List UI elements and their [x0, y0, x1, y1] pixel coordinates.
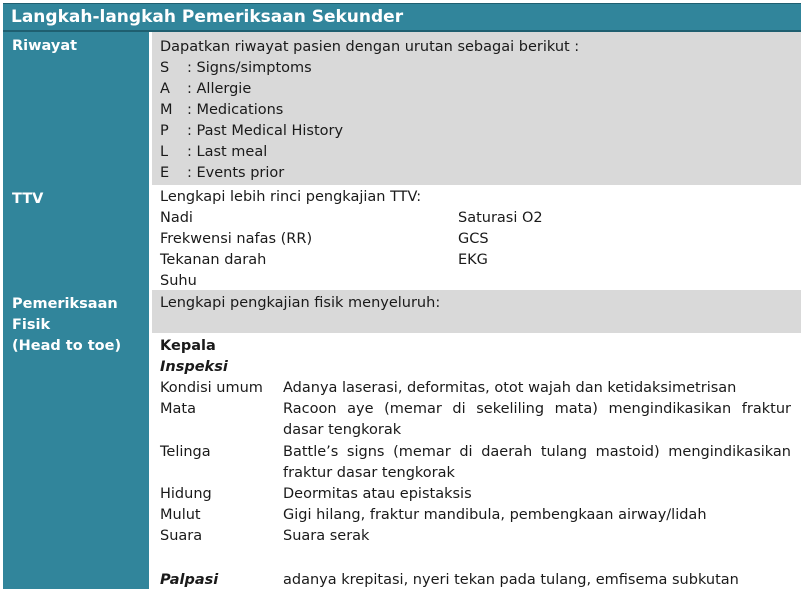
- ttv-left-item: Frekwensi nafas (RR): [160, 231, 313, 247]
- riwayat-item: [160, 121, 343, 142]
- riwayat-intro: Dapatkan riwayat pasien dengan urutan sebagai berikut :: [160, 39, 580, 55]
- label-fisik-line-1: Pemeriksaan Fisik: [12, 296, 118, 333]
- exam-term: Telinga: [160, 444, 211, 460]
- fisik-intro: Lengkapi pengkajian fisik menyeluruh:: [160, 295, 441, 311]
- document: [3, 3, 801, 589]
- riwayat-text: : Allergie: [187, 81, 252, 97]
- palpasi-desc: adanya krepitasi, nyeri tekan pada tulang, emfisema subkutan: [283, 572, 739, 588]
- riwayat-text: : Events prior: [187, 165, 285, 181]
- exam-term: Suara: [160, 528, 203, 544]
- riwayat-letter: A: [160, 81, 170, 97]
- riwayat-text: : Last meal: [187, 144, 268, 160]
- riwayat-letter: S: [160, 60, 170, 76]
- ttv-right-item: GCS: [458, 231, 489, 247]
- exam-desc: Gigi hilang, fraktur mandibula, pembengkaan airway/lidah: [283, 507, 707, 523]
- label-fisik-line-2: (Head to toe): [12, 338, 122, 354]
- riwayat-item: [160, 58, 312, 79]
- riwayat-letter: P: [160, 123, 169, 139]
- ttv-left-item: Nadi: [160, 210, 193, 226]
- exam-term: Mulut: [160, 507, 201, 523]
- exam-term: Kondisi umum: [160, 380, 263, 396]
- label-ttv: TTV: [3, 185, 149, 290]
- riwayat-item: [160, 163, 284, 184]
- exam-term: Mata: [160, 401, 196, 417]
- label-riwayat: Riwayat: [3, 32, 149, 185]
- exam-desc: Suara serak: [283, 528, 370, 544]
- kepala-heading: Kepala: [160, 338, 216, 354]
- riwayat-item: [160, 100, 283, 121]
- ttv-intro: Lengkapi lebih rinci pengkajian TTV:: [160, 189, 422, 205]
- exam-desc: Battle’s signs (memar di daerah tulang mastoid) mengindikasikan fraktur dasar tengkorak: [283, 444, 791, 481]
- label-pemeriksaan-fisik: [3, 290, 149, 589]
- exam-desc: Adanya laserasi, deformitas, otot wajah dan ketidaksimetrisan: [283, 380, 737, 396]
- ttv-left-item: Tekanan darah: [160, 252, 267, 268]
- exam-term: Hidung: [160, 486, 212, 502]
- ttv-right-item: Saturasi O2: [458, 210, 543, 226]
- document-title: Langkah-langkah Pemeriksaan Sekunder: [3, 3, 801, 32]
- riwayat-letter: E: [160, 165, 170, 181]
- exam-desc: Deormitas atau epistaksis: [283, 486, 472, 502]
- ttv-right-item: EKG: [458, 252, 488, 268]
- riwayat-content: [152, 32, 801, 185]
- riwayat-item: [160, 142, 267, 163]
- riwayat-text: : Medications: [187, 102, 284, 118]
- riwayat-item: [160, 79, 251, 100]
- ttv-content: [152, 185, 801, 290]
- kepala-section: [152, 333, 801, 589]
- riwayat-letter: M: [160, 102, 173, 118]
- palpasi-heading: Palpasi: [160, 572, 219, 588]
- riwayat-text: : Past Medical History: [187, 123, 344, 139]
- ttv-left-item: Suhu: [160, 273, 197, 289]
- inspeksi-heading: Inspeksi: [160, 359, 228, 375]
- fisik-intro-band: [152, 290, 801, 333]
- riwayat-letter: L: [160, 144, 169, 160]
- riwayat-text: : Signs/simptoms: [187, 60, 312, 76]
- exam-desc: Racoon aye (memar di sekeliling mata) mengindikasikan fraktur dasar tengkorak: [283, 401, 791, 438]
